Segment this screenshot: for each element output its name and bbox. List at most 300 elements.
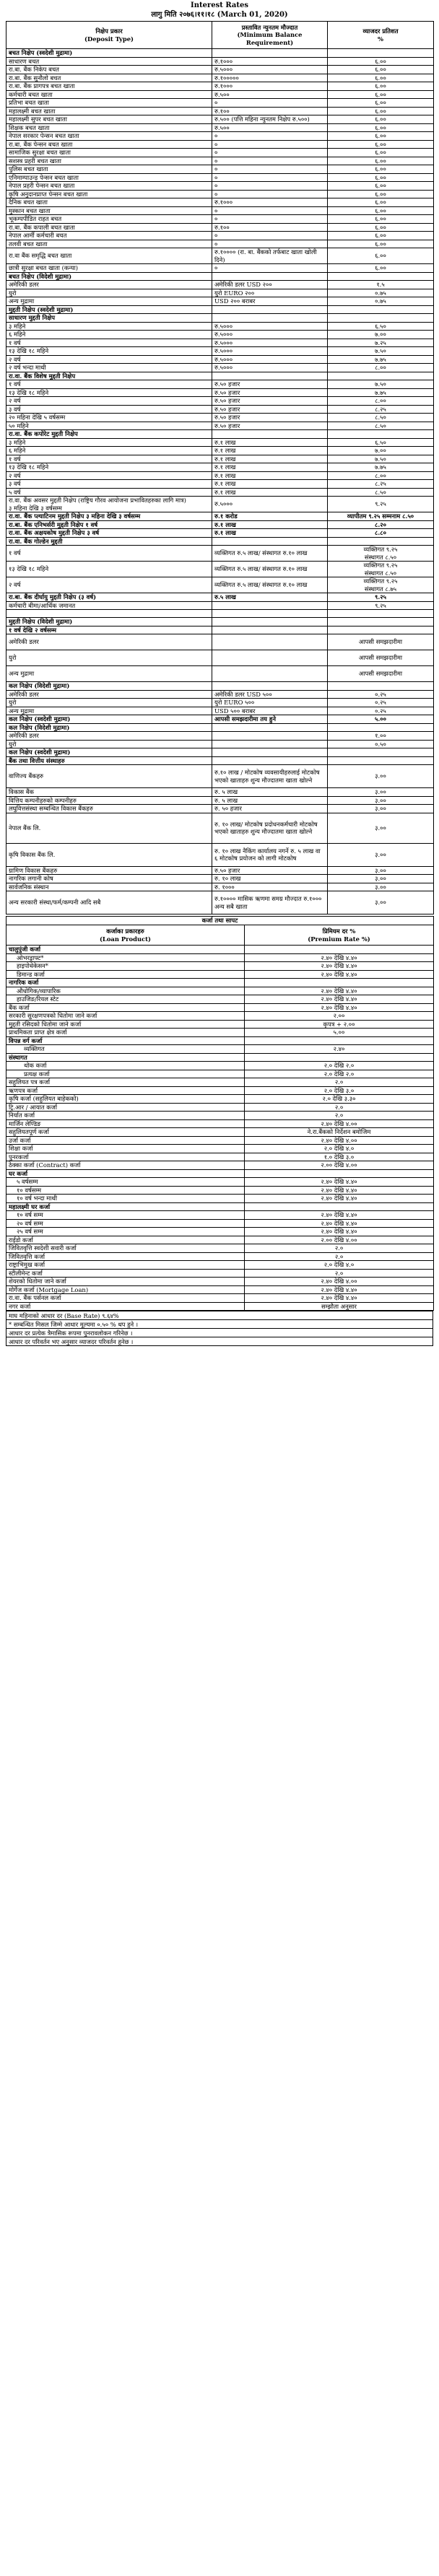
interest-rate-cell: ०.२५ (328, 690, 434, 699)
interest-rate-cell (328, 723, 434, 732)
deposit-row (6, 497, 434, 512)
interest-rate-cell: ८.०० (328, 397, 434, 406)
premium-rate-cell: २.० (245, 1244, 434, 1253)
deposit-row (6, 414, 434, 422)
deposit-row (6, 232, 434, 240)
loan-header-row (6, 925, 434, 946)
interest-rate-cell: ८.५० (328, 414, 434, 422)
section-header-row (6, 305, 434, 314)
section-header-row (6, 756, 434, 765)
minimum-balance-cell (212, 618, 328, 626)
subsection-row (6, 626, 434, 634)
note-line: आधार दर प्रत्येक त्रैमासिक रूपमा पुनरावलोकन गरिनेछ । (6, 1329, 433, 1337)
deposit-row (6, 601, 434, 610)
deposit-type-cell: २० महिना देखि ५ वर्षसम्म (6, 414, 212, 422)
loan-row (6, 1153, 434, 1161)
section-header-row (6, 512, 434, 521)
premium-rate-cell: २.४० देखि ४.०० (245, 1119, 434, 1128)
loan-product-cell: डिमान्ड कर्जा (6, 970, 245, 979)
loan-row (6, 1145, 434, 1153)
interest-rate-cell: ६.०० (328, 232, 434, 240)
deposit-row (6, 289, 434, 297)
interest-rate-cell: ६.०० (328, 215, 434, 224)
interest-rate-cell: ३.०० (328, 891, 434, 914)
deposit-type-cell: युरो (6, 650, 212, 666)
interest-rate-cell: ३.०० (328, 875, 434, 883)
deposit-type-cell: पुलिस बचत खाता (6, 165, 212, 174)
deposit-type-cell: रा.वा बैंक समृद्धि बचत खाता (6, 248, 212, 264)
premium-rate-cell: २.४० देखि ४.०० (245, 1278, 434, 1286)
premium-rate-cell: २.० (245, 1252, 434, 1261)
deposit-type-cell: ५ वर्ष (6, 488, 212, 497)
loan-product-cell: राईडो कर्जा (6, 1236, 245, 1244)
deposit-row (6, 380, 434, 389)
deposit-type-cell: वाणिज्य बैंकहरु (6, 765, 212, 788)
section-header-row (6, 537, 434, 546)
deposit-row (6, 405, 434, 414)
interest-rate-cell: ७.०० (328, 331, 434, 339)
interest-rate-cell: ८.५० (328, 488, 434, 497)
deposit-type-cell: साधारण मुद्दती निक्षेप (6, 314, 212, 323)
deposit-row (6, 99, 434, 108)
deposit-row (6, 634, 434, 650)
minimum-balance-cell (212, 430, 328, 439)
page-title: Interest Rates (191, 1, 248, 9)
deposit-row (6, 765, 434, 788)
deposit-row (6, 355, 434, 364)
minimum-balance-cell: रु. १० लाख/ मोटकोष प्रदोधनकर्मचारी मोटकोष भएको खाताहरु शुन्य मौज्दातमा खाता खोल्ने (212, 813, 328, 843)
deposit-type-cell: रा.बा. बैंक एनिभर्सरी मुद्दती निक्षेप १ वर्ष (6, 520, 212, 529)
interest-rate-cell: १.५ (328, 281, 434, 289)
minimum-balance-cell: रु.१ लाख (212, 455, 328, 463)
minimum-balance-cell: रु. १००० (212, 883, 328, 891)
loan-product-cell: शिक्षा कर्जा (6, 1145, 245, 1153)
deposit-row (6, 190, 434, 198)
interest-rate-cell: ०.२५ (328, 707, 434, 715)
loan-product-cell: १० वर्षसम्म (6, 1186, 245, 1195)
deposit-row (6, 707, 434, 715)
premium-rate-cell: २.० (245, 1103, 434, 1112)
loan-product-cell: मोर्गेज कर्जा (Mortgage Loan) (6, 1285, 245, 1294)
premium-rate-cell: २.० देखि २.० (245, 1062, 434, 1070)
minimum-balance-cell (212, 610, 328, 618)
loan-row (6, 1012, 434, 1021)
deposit-type-cell: युरो (6, 289, 212, 297)
loan-rates-table (6, 916, 434, 1311)
deposit-type-cell: रा.बा. बैंक पेन्सन बचत खाता (6, 140, 212, 149)
loan-product-cell: घर कर्जा (6, 1169, 245, 1178)
interest-rate-cell: ६.०० (328, 248, 434, 264)
minimum-balance-cell (212, 537, 328, 546)
deposit-row (6, 438, 434, 447)
deposit-row (6, 577, 434, 593)
premium-rate-cell: २.४० देखि ४.४० (245, 970, 434, 979)
note-line: आधार दर परिवर्तन भए अनुसार व्याजदर परिवर्तन हुनेछ । (6, 1337, 433, 1346)
interest-rate-cell: ३.०० (328, 883, 434, 891)
interest-rate-cell: ८.०० (328, 471, 434, 480)
deposit-type-cell: युरो (6, 699, 212, 707)
deposit-row (6, 813, 434, 843)
loan-product-cell: मार्जिन लेण्डिङ (6, 1119, 245, 1128)
interest-rate-cell: ६.०० (328, 82, 434, 91)
deposit-type-cell: एनिमाम्पाउन्ड़ पेन्सन बचत खाता (6, 173, 212, 182)
deposit-rates-table (6, 21, 434, 914)
loan-row (6, 987, 434, 995)
loan-product-cell: निर्यात कर्जा (6, 1112, 245, 1120)
deposit-row (6, 182, 434, 191)
minimum-balance-cell: ० (212, 157, 328, 165)
section-header-row (6, 529, 434, 538)
minimum-balance-cell: ० (212, 149, 328, 157)
loan-product-cell: हाउजिङ/रियल स्टेट (6, 995, 245, 1004)
subsection-row (6, 314, 434, 323)
loan-row (6, 1128, 434, 1137)
minimum-balance-cell: रु.१००० (212, 82, 328, 91)
minimum-balance-cell: रु.५०० (पत्ति महिना न्युनतम निक्षेप रु.५००) (212, 115, 328, 124)
deposit-type-cell: युरो (6, 740, 212, 748)
minimum-balance-cell: ० (212, 206, 328, 215)
loan-product-cell: १० वर्ष सम्म (6, 1211, 245, 1220)
deposit-type-cell: ६ महिने (6, 447, 212, 455)
deposit-row (6, 281, 434, 289)
deposit-type-cell: ६ महिने (6, 331, 212, 339)
loan-row (6, 1020, 434, 1029)
premium-rate-cell: २.४० देखि ४.४० (245, 1285, 434, 1294)
deposit-row (6, 796, 434, 805)
deposit-row (6, 388, 434, 397)
interest-rate-cell: ६.०० (328, 132, 434, 141)
interest-rate-cell: व्यक्तिगत ९.२५ संस्थागत ८.५० (328, 562, 434, 577)
loan-product-cell: राष्ट्राभिमुख कर्जा (6, 1261, 245, 1270)
deposit-type-cell: मुद्दती निक्षेप (स्वदेशी मुद्रामा) (6, 305, 212, 314)
premium-rate-cell: १.० देखि ३.० (245, 1153, 434, 1161)
premium-rate-cell: २.४० देखि ४.४० (245, 1186, 434, 1195)
deposit-type-cell: २ वर्ष (6, 397, 212, 406)
minimum-balance-cell: रु.५० हजार (212, 388, 328, 397)
deposit-row (6, 331, 434, 339)
deposit-type-cell: २ वर्ष (6, 471, 212, 480)
interest-rate-cell (328, 314, 434, 323)
minimum-balance-cell (212, 682, 328, 691)
interest-rate-cell (328, 430, 434, 439)
minimum-balance-cell: रु.५०० (212, 123, 328, 132)
loan-section-row (6, 946, 434, 954)
section-header-row (6, 682, 434, 691)
minimum-balance-cell: रु.१०० (212, 223, 328, 232)
minimum-balance-cell (212, 272, 328, 281)
deposit-type-cell: नेपाल सरकार पेन्सन बचत खाता (6, 132, 212, 141)
section-header-row (6, 272, 434, 281)
loan-product-cell: औधोगिक/व्यापारिक (6, 987, 245, 995)
deposit-type-cell: नेपाल आर्मी कर्मचारी बचत (6, 232, 212, 240)
minimum-balance-cell: रु.१०० (212, 107, 328, 115)
deposit-row (6, 875, 434, 883)
minimum-balance-cell (212, 314, 328, 323)
loan-product-header: कर्जाका प्रकारहरु (Loan Product) (6, 925, 245, 946)
interest-rate-cell (328, 618, 434, 626)
deposit-row (6, 66, 434, 74)
deposit-type-cell: महालक्ष्मी बचत खाता (6, 107, 212, 115)
premium-rate-cell (245, 1053, 434, 1062)
premium-rate-cell: २.४० देखि ४.४० (245, 1294, 434, 1303)
interest-rate-cell: ८.२० (328, 520, 434, 529)
deposit-type-cell: बचत निक्षेप (विदेशी मुद्रामा) (6, 272, 212, 281)
interest-rate-cell: ६.०० (328, 74, 434, 82)
loan-row (6, 1119, 434, 1128)
loan-row (6, 1302, 434, 1311)
deposit-header-row (6, 22, 434, 49)
minimum-balance-cell: ० (212, 182, 328, 191)
minimum-balance-cell: रु. ५ लाख (212, 796, 328, 805)
loan-product-cell: ओभरड्राफ्ट* (6, 953, 245, 962)
deposit-row (6, 788, 434, 797)
interest-rate-header: व्याजदर प्रतिशत % (328, 22, 434, 49)
interest-rate-cell: ८.२५ (328, 480, 434, 489)
premium-rate-cell: २.४० देखि ४.४० (245, 1178, 434, 1187)
deposit-row (6, 82, 434, 91)
minimum-balance-cell: रु.१ लाख (212, 480, 328, 489)
deposit-row (6, 740, 434, 748)
deposit-row (6, 90, 434, 99)
deposit-type-cell: कृषि अनुदानप्राप्त पेन्सन बचत खाता (6, 190, 212, 198)
loan-row (6, 1261, 434, 1270)
interest-rate-cell (328, 305, 434, 314)
interest-rate-cell: ६.०० (328, 90, 434, 99)
deposit-type-cell: ५० महिने (6, 422, 212, 430)
interest-rate-cell: ६.०० (328, 66, 434, 74)
minimum-balance-cell: रु.५० हजार (212, 422, 328, 430)
note-line: माघ महिनाको आधार दर (Base Rate) ९.६४% (6, 1311, 433, 1320)
loan-product-cell: स्टीलीमेन्ट कर्जा (6, 1269, 245, 1278)
minimum-balance-cell: रु. १० लाख नैकिंग कार्यालय नगर्ने रु. ५ लाख वा ६ मोटकोष प्रयोजन को लागी मोटकोष (212, 843, 328, 866)
minimum-balance-cell: रु.१००० (212, 57, 328, 66)
deposit-row (6, 132, 434, 141)
deposit-type-cell: महालक्ष्मी सुपर बचत खाता (6, 115, 212, 124)
minimum-balance-cell: ० (212, 190, 328, 198)
deposit-row (6, 115, 434, 124)
note-line: * सम्बन्धित मिसल जिम्मे आधार मूल्यमा ०.५० % थप हुने । (6, 1320, 433, 1329)
deposit-type-cell: दैनिक बचत खाता (6, 198, 212, 207)
deposit-type-cell: विकास बैंक (6, 788, 212, 797)
deposit-type-cell: अन्य सरकारी संस्था/फर्म/कम्पनी आदि सबै (6, 891, 212, 914)
deposit-row (6, 422, 434, 430)
loan-row (6, 1294, 434, 1303)
minimum-balance-cell: ० (212, 132, 328, 141)
deposit-type-cell: सार्वजनिक संस्थान (6, 883, 212, 891)
minimum-balance-cell (212, 650, 328, 666)
deposit-type-header: निक्षेप प्रकार (Deposit Type) (6, 22, 212, 49)
loan-row (6, 1285, 434, 1294)
deposit-row (6, 215, 434, 224)
section-header-row (6, 593, 434, 602)
interest-rate-cell (328, 537, 434, 546)
deposit-row (6, 57, 434, 66)
loan-row (6, 1029, 434, 1037)
loan-row (6, 962, 434, 971)
loan-row (6, 1186, 434, 1195)
loan-product-cell: सहुलियत पत्र कर्जा (6, 1078, 245, 1087)
interest-rate-cell: ६.०० (328, 115, 434, 124)
minimum-balance-cell: रु.५० हजार (212, 397, 328, 406)
deposit-type-cell: ३ महिने (6, 438, 212, 447)
minimum-balance-cell: रु.५० हजार (212, 414, 328, 422)
premium-rate-cell: २.० देखि ३.३० (245, 1095, 434, 1104)
deposit-type-cell: छात्री सुरक्षा बचत खाता (कन्या) (6, 264, 212, 273)
interest-rate-cell: ७.५० (328, 347, 434, 356)
deposit-row (6, 322, 434, 331)
loan-row (6, 1278, 434, 1286)
minimum-balance-cell: रु.५००० (212, 339, 328, 347)
premium-rate-cell: सम्झौता अनुसार (245, 1302, 434, 1311)
interest-rate-cell: ६.०० (328, 140, 434, 149)
interest-rate-cell: व्यक्तिगत ९.२५ संस्थागत ८.७५ (328, 577, 434, 593)
loan-product-cell: ठेक्का कर्जा (Contract) कर्जा (6, 1161, 245, 1170)
deposit-row (6, 347, 434, 356)
interest-rate-cell: १.०० (328, 732, 434, 741)
interest-rate-cell: ३.०० (328, 866, 434, 875)
deposit-type-cell: अमेरिकी डलर (6, 732, 212, 741)
premium-rate-cell: २.० (245, 1269, 434, 1278)
interest-rate-cell: ६.०० (328, 198, 434, 207)
minimum-balance-cell: व्यक्तिगत रु.५ लाख/ संस्थागत रु.१० लाख (212, 577, 328, 593)
loan-product-cell: ऋणपत्र कर्जा (6, 1086, 245, 1095)
deposit-type-cell: रा.वा. बैंक कपोरेट मुद्दती निक्षेप (6, 430, 212, 439)
loan-row (6, 1070, 434, 1078)
premium-rate-cell: २.४० देखि ४.४० (245, 995, 434, 1004)
deposit-type-cell: अमेरिकी डलर (6, 690, 212, 699)
interest-rate-cell: ६.०० (328, 182, 434, 191)
deposit-row (6, 488, 434, 497)
interest-rate-cell: ६.०० (328, 206, 434, 215)
premium-rate-cell (245, 946, 434, 954)
deposit-row (6, 297, 434, 306)
minimum-balance-cell (212, 756, 328, 765)
deposit-row (6, 891, 434, 914)
interest-rate-cell: ६.०० (328, 223, 434, 232)
deposit-type-cell: २ वर्ष (6, 355, 212, 364)
deposit-type-cell: शिक्षक बचत खाता (6, 123, 212, 132)
deposit-row (6, 463, 434, 472)
minimum-balance-cell: रु.१००० (212, 198, 328, 207)
premium-rate-cell: ५.०० (245, 1029, 434, 1037)
loan-row (6, 1161, 434, 1170)
deposit-type-cell: रा.बा. बैंक दीर्घायु मुद्दती निक्षेप (३ वर्ष) (6, 593, 212, 602)
deposit-row (6, 805, 434, 813)
minimum-balance-cell: रु.५००० (212, 66, 328, 74)
premium-rate-cell: कृपत्र + २.०० (245, 1020, 434, 1029)
deposit-type-cell: १ वर्ष देखि २ वर्षसम्म (6, 626, 212, 634)
minimum-balance-cell (212, 626, 328, 634)
premium-rate-cell (245, 979, 434, 987)
loan-product-cell: उर्जा कर्जा (6, 1136, 245, 1145)
loan-product-cell: हाइपोथेकेसन* (6, 962, 245, 971)
interest-rate-cell: ७.५० (328, 380, 434, 389)
minimum-balance-cell: रु.५००० (212, 355, 328, 364)
loan-row (6, 953, 434, 962)
deposit-row (6, 699, 434, 707)
deposit-row (6, 690, 434, 699)
premium-rate-cell: २.४० देखि ४.०० (245, 1136, 434, 1145)
deposit-type-cell: प्रतिभा बचत खाता (6, 99, 212, 108)
interest-rate-cell: व्यक्तिगत ९.२५ संस्थागत ८.५० (328, 546, 434, 562)
interest-rate-cell: ८.०० (328, 364, 434, 372)
minimum-balance-cell: रु.१ लाख (212, 488, 328, 497)
deposit-row (6, 149, 434, 157)
loan-section-row (6, 1169, 434, 1178)
minimum-balance-cell: अमेरिकी डलर USD २०० (212, 281, 328, 289)
loan-row (6, 1252, 434, 1261)
interest-rate-cell: ०.५० (328, 740, 434, 748)
minimum-balance-cell: USD ५०० बराबर (212, 707, 328, 715)
deposit-type-cell: १ वर्ष (6, 546, 212, 562)
interest-rate-cell: ९.२५ (328, 497, 434, 512)
minimum-balance-cell: ० (212, 173, 328, 182)
deposit-type-cell: अमेरिकी डलर (6, 281, 212, 289)
deposit-type-cell: तलवी बचत खाता (6, 240, 212, 248)
minimum-balance-cell: रु.१०००० (रा. बा. बैंकको तर्फबाट खाता खोली दिने) (212, 248, 328, 264)
minimum-balance-cell: रु. ५० हजार (212, 805, 328, 813)
deposit-type-cell: सामाजिक सुरक्षा बचत खाता (6, 149, 212, 157)
minimum-balance-cell: रु.१ लाख (212, 438, 328, 447)
interest-rate-cell: ५.०० (328, 715, 434, 724)
minimum-balance-cell: रु.१ लाख (212, 471, 328, 480)
section-header-row (6, 520, 434, 529)
deposit-row (6, 240, 434, 248)
deposit-type-cell: १३ देखि १८ महिने (6, 562, 212, 577)
minimum-balance-cell: ० (212, 232, 328, 240)
interest-rate-cell (328, 610, 434, 618)
interest-rate-cell: ०.७५ (328, 289, 434, 297)
loan-row (6, 1086, 434, 1095)
deposit-row (6, 223, 434, 232)
interest-rate-cell: ३.०० (328, 843, 434, 866)
interest-rate-cell: ३.०० (328, 805, 434, 813)
premium-rate-cell: २.४० देखि ४.४० (245, 1211, 434, 1220)
interest-rate-cell: ८.५० (328, 422, 434, 430)
deposit-type-cell: ३ वर्ष (6, 480, 212, 489)
deposit-type-cell: रा.बा. बैंक प्रागपत्र बचत खाता (6, 82, 212, 91)
loan-product-cell: ट्रि.आर / आयात कर्जा (6, 1103, 245, 1112)
premium-rate-cell (245, 1169, 434, 1178)
interest-rate-cell (328, 372, 434, 380)
interest-rate-cell: ६.०० (328, 99, 434, 108)
deposit-type-cell: बैंक तथा वित्तीय संस्थाहरु (6, 756, 212, 765)
deposit-row (6, 173, 434, 182)
premium-rate-cell: २.० देखि ३.० (245, 1086, 434, 1095)
premium-rate-cell: २.० देखि २.० (245, 1070, 434, 1078)
deposit-type-cell: कर्मचारी बीमा/आर्थिक जमानत (6, 601, 212, 610)
interest-rate-cell: ६.०० (328, 173, 434, 182)
premium-rate-cell: २.० देखि ४.० (245, 1261, 434, 1270)
interest-rate-cell: ७.०० (328, 447, 434, 455)
loan-product-cell: २० वर्ष सम्म (6, 1219, 245, 1228)
interest-rate-cell: ०.२५ (328, 699, 434, 707)
minimum-balance-header: प्रस्तावित न्युनतम मौज्दात (Minimum Balance Requirement) (212, 22, 328, 49)
notes-section (6, 1311, 433, 1346)
deposit-row (6, 732, 434, 741)
loan-product-cell: विपन्न वर्ग कर्जा (6, 1036, 245, 1045)
interest-rate-cell: ९.२५ (328, 593, 434, 602)
minimum-balance-cell: रु.१ लाख (212, 463, 328, 472)
loan-row (6, 1045, 434, 1054)
deposit-type-cell: १ वर्ष (6, 380, 212, 389)
subsection-row (6, 372, 434, 380)
loan-product-cell: महालक्ष्मी घर कर्जा (6, 1202, 245, 1211)
deposit-type-cell: रा.वा. बैंक प्ल्याटिनम मुद्दती निक्षेप ३ महिना देखि ३ वर्षसम्म (6, 512, 212, 521)
loan-row (6, 1236, 434, 1244)
interest-rate-cell: ८.२५ (328, 405, 434, 414)
deposit-type-cell: नेपाल बैंक लि. (6, 813, 212, 843)
